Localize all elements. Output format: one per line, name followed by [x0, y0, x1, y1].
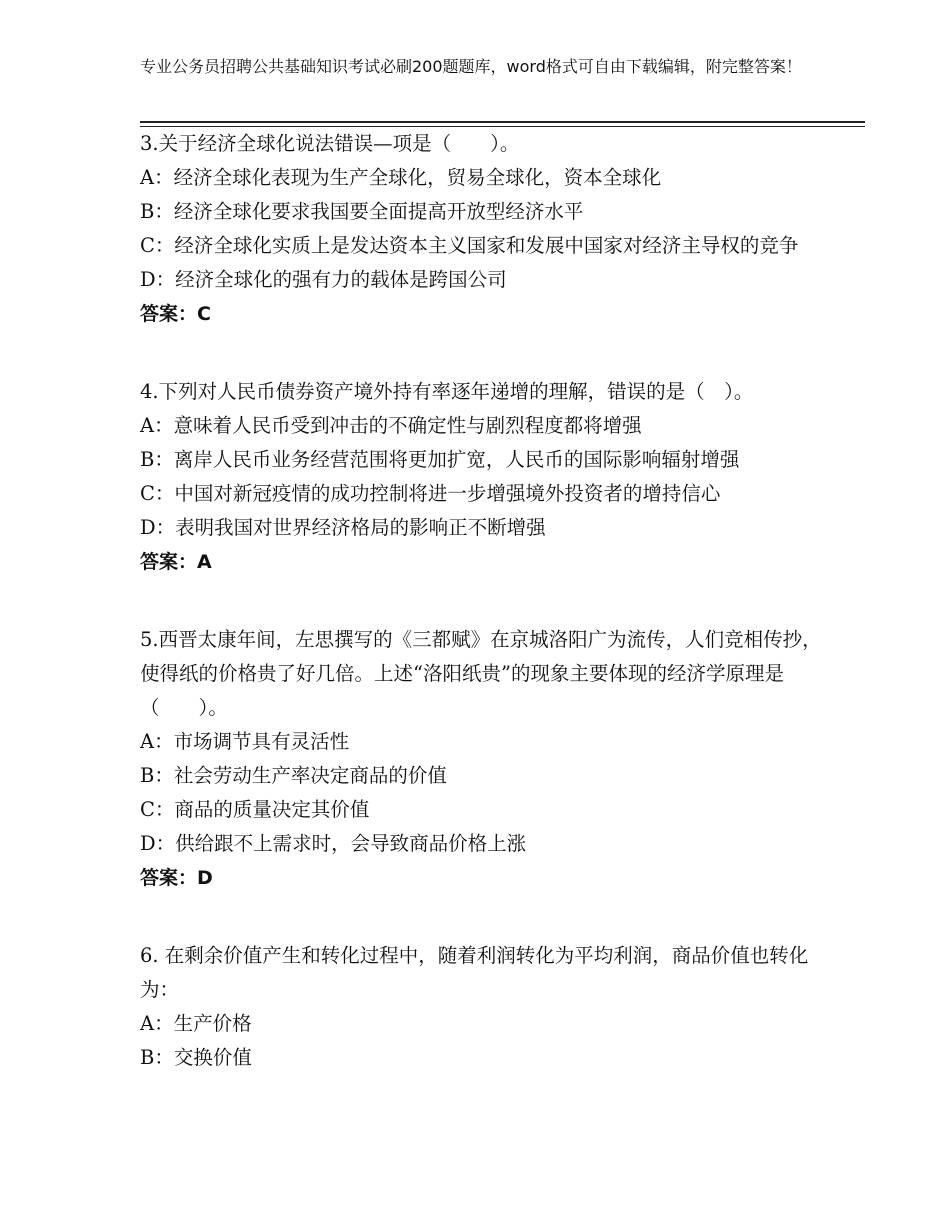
option-a: A：市场调节具有灵活性 — [140, 730, 350, 753]
option-c: C：中国对新冠疫情的成功控制将进一步增强境外投资者的增持信心 — [140, 482, 721, 505]
question-stem: 6. 在剩余价值产生和转化过程中，随着利润转化为平均利润，商品价值也转化为： — [140, 944, 809, 1001]
option-c: C：经济全球化实质上是发达资本主义国家和发展中国家对经济主导权的竞争 — [140, 234, 799, 257]
question-3 — [140, 127, 830, 331]
header-divider — [140, 121, 865, 123]
answer-label: 答案：A — [140, 551, 212, 573]
question-5 — [140, 623, 830, 895]
option-a: A：经济全球化表现为生产全球化，贸易全球化，资本全球化 — [140, 166, 662, 189]
question-stem: 5.西晋太康年间，左思撰写的《三都赋》在京城洛阳广为流传，人们竞相传抄，使得纸的价格贵了好几倍。上述“洛阳纸贵”的现象主要体现的经济学原理是（ ）。 — [140, 628, 822, 719]
option-d: D：供给跟不上需求时，会导致商品价格上涨 — [140, 832, 527, 855]
question-stem: 4.下列对人民币债券资产境外持有率逐年递增的理解，错误的是（ ）。 — [140, 380, 754, 403]
option-c: C：商品的质量决定其价值 — [140, 798, 370, 821]
option-d: D：经济全球化的强有力的载体是跨国公司 — [140, 268, 507, 291]
option-b: B：经济全球化要求我国要全面提高开放型经济水平 — [140, 200, 584, 223]
question-4 — [140, 375, 830, 579]
option-a: A：意味着人民币受到冲击的不确定性与剧烈程度都将增强 — [140, 414, 642, 437]
option-d: D：表明我国对世界经济格局的影响正不断增强 — [140, 516, 546, 539]
option-b: B：社会劳动生产率决定商品的价值 — [140, 764, 447, 787]
question-6 — [140, 939, 830, 1075]
option-b: B：离岸人民币业务经营范围将更加扩宽，人民币的国际影响辐射增强 — [140, 448, 740, 471]
question-list — [140, 127, 830, 1119]
answer-label: 答案：C — [140, 303, 211, 325]
question-stem: 3.关于经济全球化说法错误—项是（ ）。 — [140, 132, 520, 155]
document-header: 专业公务员招聘公共基础知识考试必刷200题题库，word格式可自由下载编辑，附完整答案！ — [140, 57, 802, 76]
answer-label: 答案：D — [140, 867, 213, 889]
option-b: B：交换价值 — [140, 1046, 252, 1069]
option-a: A：生产价格 — [140, 1012, 252, 1035]
